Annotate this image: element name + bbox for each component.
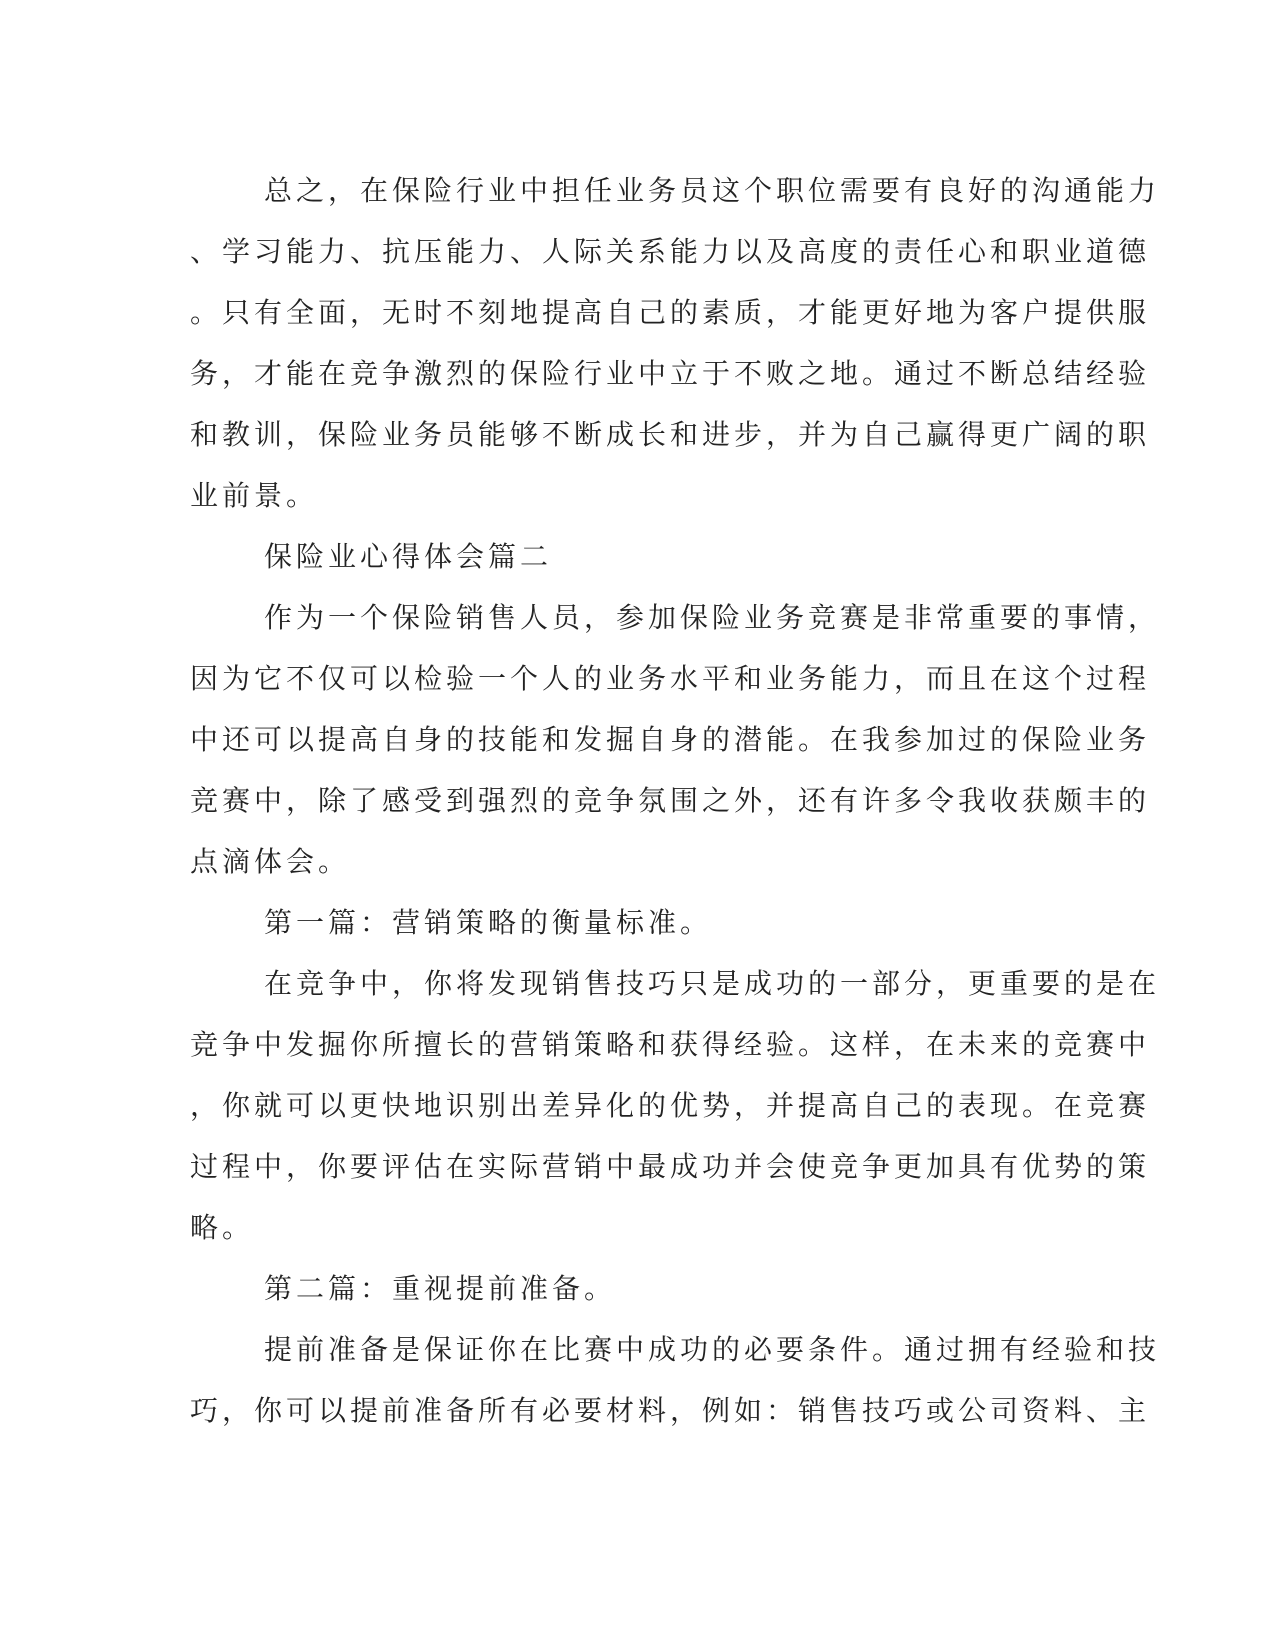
paragraph-line: 过程中，你要评估在实际营销中最成功并会使竞争更加具有优势的策: [190, 1150, 1151, 1183]
paragraph-line: ，你就可以更快地识别出差异化的优势，并提高自己的表现。在竞赛: [190, 1089, 1151, 1122]
paragraph-line: 作为一个保险销售人员，参加保险业务竞赛是非常重要的事情，: [264, 601, 1161, 634]
paragraph-line: 点滴体会。: [190, 845, 351, 878]
paragraph-line: 略。: [190, 1211, 255, 1244]
document-body: [190, 160, 1161, 1441]
paragraph-line: 业前景。: [190, 479, 319, 512]
paragraph-line: 总之，在保险行业中担任业务员这个职位需要有良好的沟通能力: [264, 174, 1161, 207]
section-heading: 保险业心得体会篇二: [264, 540, 553, 573]
paragraph-line: 中还可以提高自身的技能和发掘自身的潜能。在我参加过的保险业务: [190, 723, 1151, 756]
paragraph-line: 因为它不仅可以检验一个人的业务水平和业务能力，而且在这个过程: [190, 662, 1151, 695]
paragraph-line: 和教训，保险业务员能够不断成长和进步，并为自己赢得更广阔的职: [190, 418, 1151, 451]
paragraph-line: 提前准备是保证你在比赛中成功的必要条件。通过拥有经验和技: [264, 1333, 1161, 1366]
paragraph-line: 竞赛中，除了感受到强烈的竞争氛围之外，还有许多令我收获颇丰的: [190, 784, 1151, 817]
paragraph-line: 在竞争中，你将发现销售技巧只是成功的一部分，更重要的是在: [264, 967, 1161, 1000]
paragraph-line: 。只有全面，无时不刻地提高自己的素质，才能更好地为客户提供服: [190, 296, 1151, 329]
paragraph-line: 务，才能在竞争激烈的保险行业中立于不败之地。通过不断总结经验: [190, 357, 1151, 390]
paragraph-line: 竞争中发掘你所擅长的营销策略和获得经验。这样，在未来的竞赛中: [190, 1028, 1151, 1061]
paragraph-line: 、学习能力、抗压能力、人际关系能力以及高度的责任心和职业道德: [190, 235, 1151, 268]
subsection-heading: 第一篇：营销策略的衡量标准。: [264, 906, 713, 939]
subsection-heading: 第二篇：重视提前准备。: [264, 1272, 617, 1305]
paragraph-line: 巧，你可以提前准备所有必要材料，例如：销售技巧或公司资料、主: [190, 1394, 1151, 1427]
